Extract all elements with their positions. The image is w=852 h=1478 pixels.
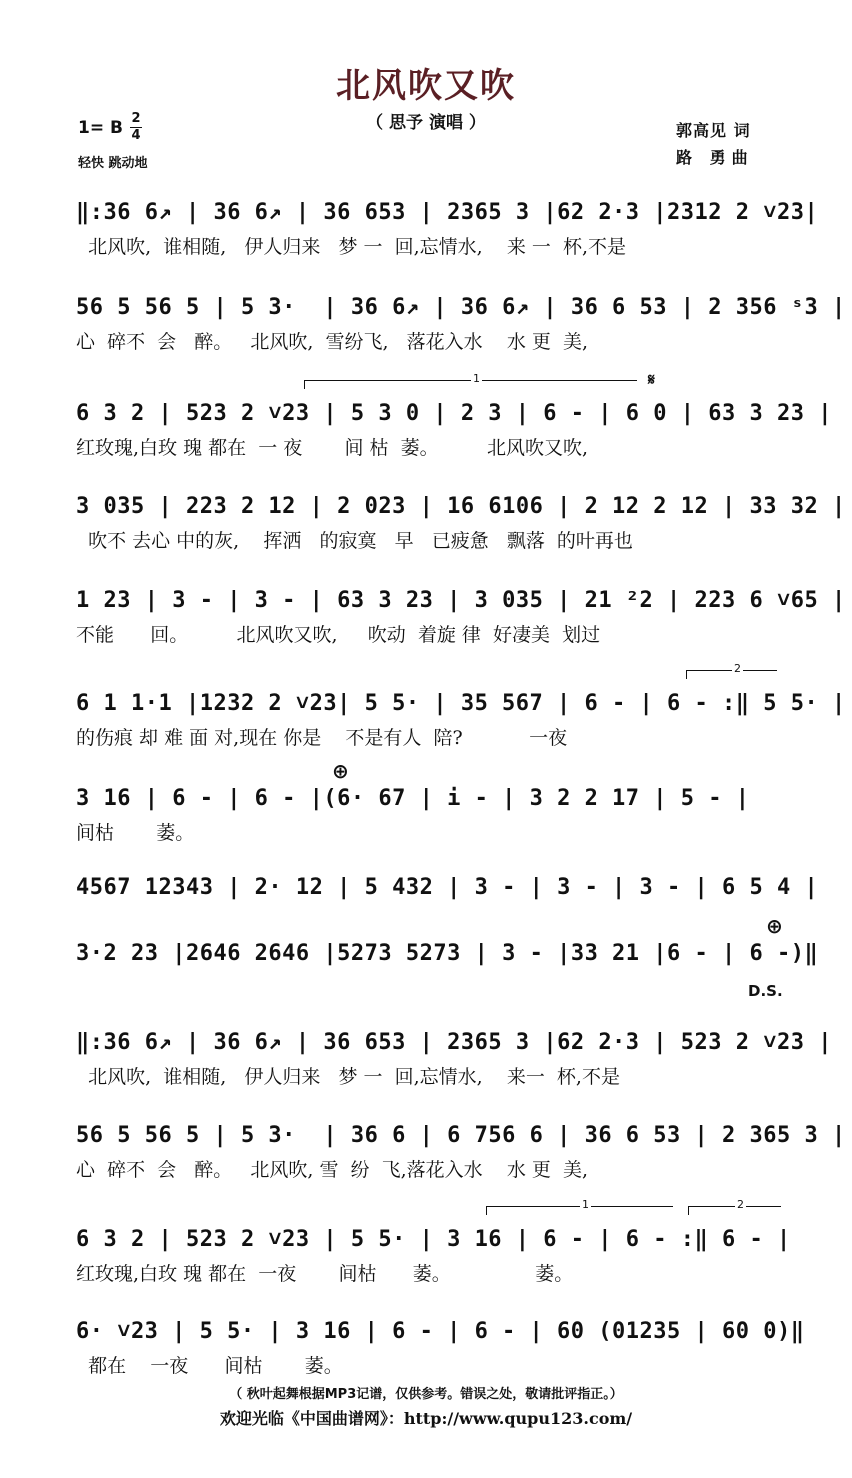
segno-sign: 𝄋	[648, 370, 655, 389]
meter-top: 2	[131, 111, 141, 126]
notation-line: 4567 12343 | 2· 12 | 5 432 | 3 - | 3 - | 3 - | 6 5 4 |	[76, 875, 819, 900]
lyrics-line: 红玫瑰,白玫 瑰 都在 一夜 间枯 萎。 萎。	[76, 1263, 574, 1285]
volta-bracket-2: 2	[688, 1206, 781, 1215]
time-signature	[130, 112, 142, 143]
lyrics-line: 不能 回。 北风吹又吹, 吹动 着旋 律 好凄美 划过	[76, 624, 601, 646]
notation-line: ‖:36 6↗ | 36 6↗ | 36 653 | 2365 3 |62 2·3 |2312 2 ˅23|	[76, 200, 819, 225]
notation-line: 56 5 56 5 | 5 3· | 36 6↗ | 36 6↗ | 36 6 53 | 2 356 ˢ3 |	[76, 295, 846, 320]
lyrics-line: 北风吹, 谁相随, 伊人归来 梦 一 回,忘情水, 来 一 杯,不是	[76, 236, 626, 258]
notation-line: 3·2 23 |2646 2646 |5273 5273 | 3 - |33 21 |6 - | 6 -)‖	[76, 941, 819, 966]
volta-bracket-1: 1	[486, 1206, 673, 1215]
song-title: 北风吹又吹	[336, 66, 516, 106]
volta-bracket-1: 1	[304, 380, 637, 389]
notation-line: 6 3 2 | 523 2 ˅23 | 5 3 0 | 2 3 | 6 - | 6 0 | 63 3 23 |	[76, 401, 832, 426]
lyrics-line: 心 碎不 会 醉。 北风吹, 雪纷飞, 落花入水 水 更 美,	[76, 331, 588, 353]
website-credit: 欢迎光临《中国曲谱网》：http://www.qupu123.com/	[219, 1409, 633, 1428]
coda-sign: ⊕	[766, 914, 783, 938]
lyrics-line: 间枯 萎。	[76, 822, 195, 844]
notation-line: 3 035 | 223 2 12 | 2 023 | 16 6106 | 2 12 2 12 | 33 32 |	[76, 494, 846, 519]
notation-line: 6· ˅23 | 5 5· | 3 16 | 6 - | 6 - | 60 (01235 | 60 0)‖	[76, 1319, 805, 1344]
tempo-marking: 轻快 跳动地	[78, 156, 148, 171]
lyrics-line: 红玫瑰,白玫 瑰 都在 一 夜 间 枯 萎。 北风吹又吹,	[76, 437, 588, 459]
coda-sign: ⊕	[332, 759, 349, 783]
lyrics-line: 都在 一夜 间枯 萎。	[76, 1355, 343, 1377]
lyrics-line: 的伤痕 却 难 面 对,现在 你是 不是有人 陪? 一夜	[76, 727, 568, 749]
lyricist-credit: 郭高见 词	[676, 121, 751, 140]
notation-line: 56 5 56 5 | 5 3· | 36 6 | 6 756 6 | 36 6 53 | 2 365 3 |	[76, 1123, 846, 1148]
lyrics-line: 心 碎不 会 醉。 北风吹, 雪 纷 飞,落花入水 水 更 美,	[76, 1159, 588, 1181]
lyrics-line: 北风吹, 谁相随, 伊人归来 梦 一 回,忘情水, 来一 杯,不是	[76, 1066, 620, 1088]
notation-line: ‖:36 6↗ | 36 6↗ | 36 653 | 2365 3 |62 2·3 | 523 2 ˅23 |	[76, 1030, 832, 1055]
lyrics-line: 吹不 去心 中的灰, 挥洒 的寂寞 早 已疲惫 飘落 的叶再也	[76, 530, 633, 552]
notation-line: 3 16 | 6 - | 6 - |(6· 67 | i - | 3 2 2 17 | 5 - |	[76, 786, 750, 811]
notation-line: 6 1 1·1 |1232 2 ˅23| 5 5· | 35 567 | 6 - | 6 - :‖ 5 5· |	[76, 691, 846, 716]
volta-bracket-2: 2	[686, 670, 777, 679]
notation-line: 1 23 | 3 - | 3 - | 63 3 23 | 3 035 | 21 ²2 | 223 6 ˅65 |	[76, 588, 846, 613]
meter-bottom: 4	[131, 128, 141, 143]
key-signature: 1= B	[78, 118, 123, 138]
performer: （ 思予 演唱 ）	[366, 113, 486, 133]
notation-line: 6 3 2 | 523 2 ˅23 | 5 5· | 3 16 | 6 - | 6 - :‖ 6 - |	[76, 1227, 791, 1252]
transcription-note: （ 秋叶起舞根据MP3记谱，仅供参考。错误之处，敬请批评指正。）	[229, 1387, 623, 1402]
dal-segno-mark: D.S.	[748, 982, 783, 1000]
composer-credit: 路 勇曲	[676, 148, 754, 167]
